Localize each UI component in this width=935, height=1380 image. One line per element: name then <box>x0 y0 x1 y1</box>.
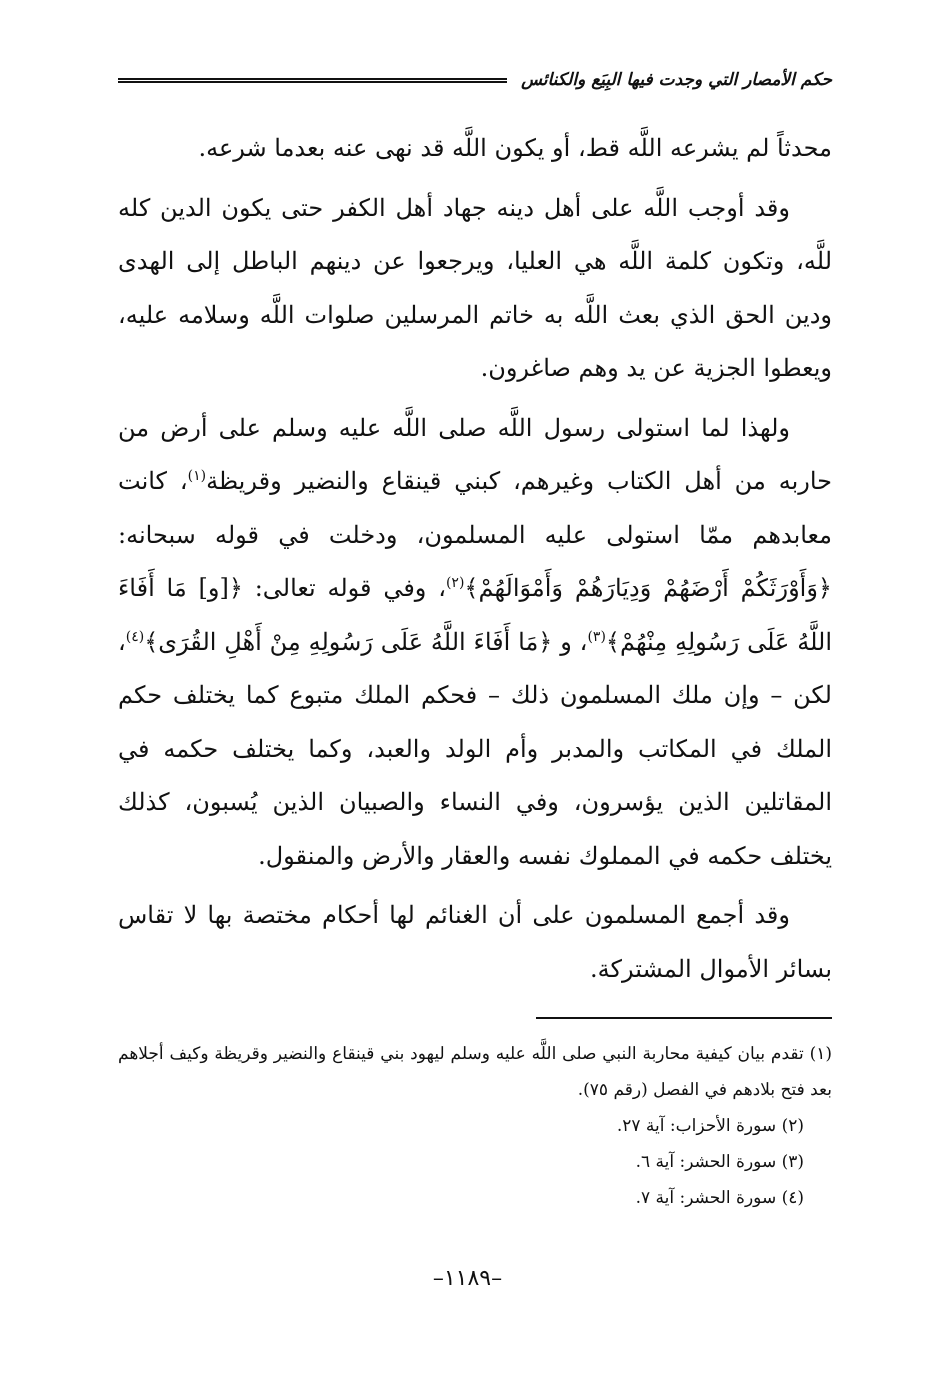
footnote-4: (٤) سورة الحشر: آية ٧. <box>635 1188 804 1208</box>
running-header-title: حكم الأمصار التي وجدت فيها البِيَع والكنائس <box>521 70 832 90</box>
footnote-separator <box>536 1017 832 1019</box>
running-header <box>118 62 832 98</box>
footnote-3: (٣) سورة الحشر: آية ٦. <box>635 1152 804 1172</box>
header-double-rule <box>118 78 507 83</box>
paragraph-1: محدثاً لم يشرعه اللَّه قط، أو يكون اللَّه قد نهى عنه بعدما شرعه. <box>198 134 832 162</box>
paragraph-3-part-5: ، لكن – وإن ملك المسلمون ذلك – فحكم الملك متبوع كما يختلف حكم الملك في المكاتب والمدبر وأم الولد والعبد، وكما يختلف حكمه في المقاتلين الذين يؤسرون، وفي النساء والصبيان الذين يُسبون، كذلك يختلف حكمه في المملوك نفسه والعقار والأرض والمنقول. <box>118 627 832 870</box>
paragraph-2: وقد أوجب اللَّه على أهل دينه جهاد أهل الكفر حتى يكون الدين كله للَّه، وتكون كلمة اللَّه هي العليا، ويرجعوا عن دينهم الباطل إلى الهدى ودين الحق الذي بعث اللَّه به خاتم المرسلين صلوات اللَّه وسلامه عليه، ويعطوا الجزية عن يد وهم صاغرون. <box>118 193 832 382</box>
footnote-ref-4[interactable]: (٤) <box>125 628 145 645</box>
footnotes <box>118 1036 832 1216</box>
body-text <box>118 122 832 1002</box>
paragraph-3 <box>118 402 832 884</box>
footnote-ref-1[interactable]: (١) <box>187 468 207 484</box>
footnote-2: (٢) سورة الأحزاب: آية ٢٧. <box>616 1116 804 1136</box>
footnote-1: (١) تقدم بيان كيفية محاربة النبي صلى اللَّه عليه وسلم ليهود بني قينقاع والنضير وقريظة وكيف أجلاهم بعد فتح بلادهم في الفصل (رقم ٧٥). <box>118 1044 832 1100</box>
paragraph-3-part-3: ، وفي قوله تعالى: ﴿[و] مَا أَفَاءَ اللَّهُ عَلَى رَسُولِهِ مِنْهُمْ﴾ <box>118 574 833 656</box>
page-number: –١١٨٩– <box>432 1266 503 1291</box>
paragraph-3-part-1: ولهذا لما استولى رسول اللَّه صلى اللَّه عليه وسلم على أرض من حاربه من أهل الكتاب وغيرهم، كبني قينقاع والنضير وقريظة <box>118 413 833 495</box>
paragraph-3-part-2: ، كانت معابدهم ممّا استولى عليه المسلمون، ودخلت في قوله سبحانه: ﴿وَأَوْرَثَكُمْ أَرْضَهُمْ وَدِيَارَهُمْ وَأَمْوَالَهُمْ﴾ <box>118 467 832 602</box>
paragraph-4: وقد أجمع المسلمون على أن الغنائم لها أحكام مختصة بها لا تقاس بسائر الأموال المشتركة. <box>118 901 832 983</box>
paragraph-3-part-4: ، و ﴿مَا أَفَاءَ اللَّهُ عَلَى رَسُولِهِ مِنْ أَهْلِ القُرَى﴾ <box>144 627 588 656</box>
footnote-ref-3[interactable]: (٣) <box>587 628 606 645</box>
footnote-ref-2[interactable]: (٢) <box>445 575 465 591</box>
